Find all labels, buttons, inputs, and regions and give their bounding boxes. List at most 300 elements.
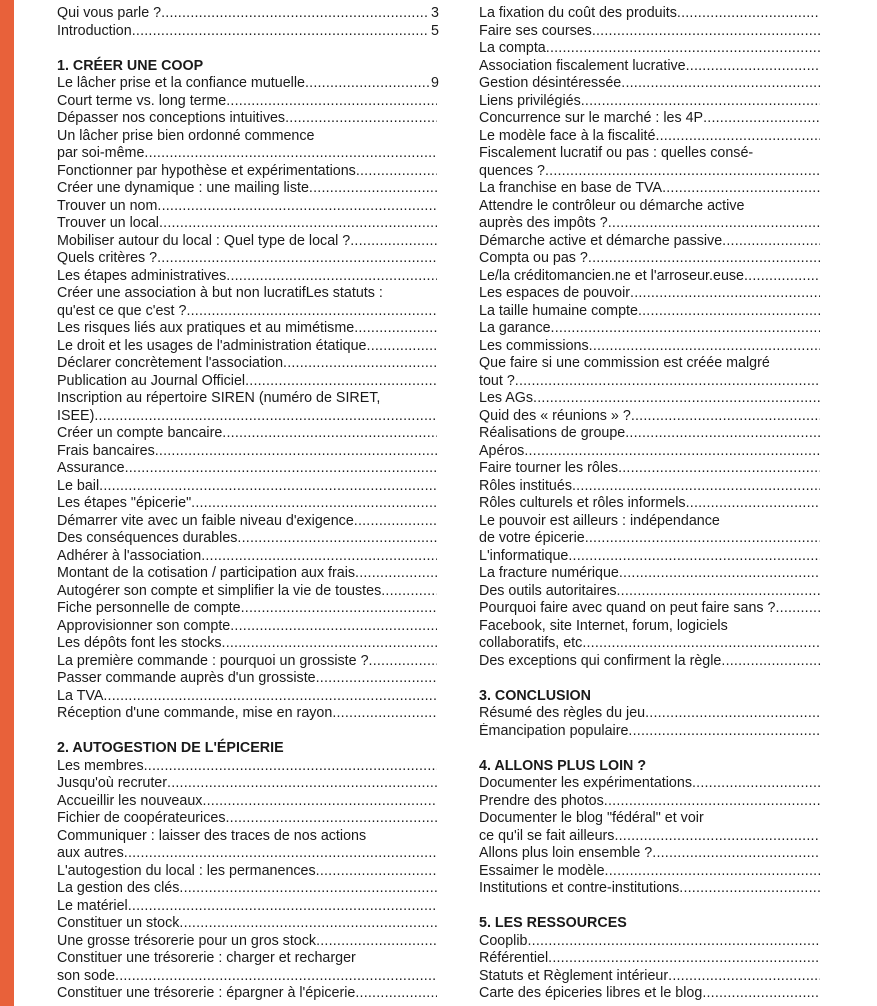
toc-entry [57,600,439,618]
toc-entry-title: Dépasser nos conceptions intuitives [57,110,286,126]
toc-entry-title: La taille humaine compte [479,302,638,319]
dot-leader [655,128,820,146]
toc-entry-title: Cooplib [479,932,528,949]
toc-entry-title: Fichier de coopérateurices [57,810,226,826]
dot-leader [355,985,437,1003]
toc-entry-title: Fiche personnelle de compte [57,600,241,616]
dot-leader [285,110,437,128]
dot-leader [572,478,820,496]
dot-leader [241,600,437,618]
accent-stripe [0,0,14,1006]
dot-leader [132,23,429,41]
toc-entry [479,338,822,356]
section-heading: 1. CRÉER UNE COOP [57,57,204,74]
toc-entry-title: Le pouvoir est ailleurs : indépendance [479,512,720,529]
dot-leader [186,303,437,321]
toc-entry-title: Apéros [479,442,525,459]
toc-entry-title: Court terme vs. long terme [57,92,227,109]
toc-entry-title: Créer un compte bancaire [57,425,223,441]
toc-entry [57,758,439,776]
dot-leader [668,968,820,986]
dot-leader [604,793,820,811]
toc-entry [479,863,822,881]
dot-leader [652,845,820,863]
toc-entry-title: Trouver un local [57,215,159,231]
toc-entry [57,233,439,251]
dot-leader [125,460,437,478]
dot-leader [381,583,437,601]
dot-leader [702,985,820,1003]
dot-leader [721,653,820,671]
dot-leader [581,93,820,111]
toc-entry [57,670,439,688]
toc-entry-title: Les risques liés aux pratiques et au mimétisme [57,320,355,336]
page-number: 9 [431,75,439,91]
toc-entry-title: Le droit et les usages de l'administration étatique [57,337,367,354]
toc-entry-title: ISEE) [57,407,95,424]
dot-leader [589,338,820,356]
dot-leader [582,635,820,653]
toc-entry-title: La franchise en base de TVA [479,180,663,196]
toc-entry [57,810,439,828]
toc-entry [57,880,439,898]
dot-leader [692,775,820,793]
toc-entry-title: Créer une association à but non lucratifLes statuts : [57,285,383,301]
dot-leader [645,705,820,723]
dot-leader [316,933,437,951]
toc-entry [57,215,439,233]
toc-entry-line [479,198,822,216]
dot-leader [157,198,437,216]
dot-leader [99,478,437,496]
toc-entry-title: Communiquer : laisser des traces de nos actions [57,827,367,844]
toc-entry [479,845,822,863]
toc-entry-title: L'autogestion du local : les permanences [57,862,316,879]
dot-leader [616,583,820,601]
dot-leader [103,688,437,706]
dot-leader [222,425,437,443]
section-spacer [57,40,439,58]
toc-entry [57,653,439,671]
dot-leader [546,40,820,58]
toc-entry-title: Constituer une trésorerie : charger et recharger [57,950,356,966]
section-spacer [479,670,822,688]
toc-entry [479,443,822,461]
dot-leader [128,898,437,916]
dot-leader [309,180,437,198]
toc-entry-title: La première commande : pourquoi un grossiste ? [57,652,369,669]
toc-entry [57,793,439,811]
dot-leader [354,513,437,531]
dot-leader [686,495,820,513]
toc-entry-title: Constituer un stock [57,915,180,931]
dot-leader [638,303,820,321]
dot-leader [369,653,437,671]
dot-leader [367,338,437,356]
dot-leader [225,810,437,828]
toc-entry-title: Que faire si une commission est créée malgré [479,355,770,371]
toc-entry [57,303,439,321]
dot-leader [316,670,437,688]
dot-leader [533,390,820,408]
toc-entry [57,495,439,513]
dot-leader [94,408,437,426]
toc-entry [479,5,822,23]
toc-entry [479,548,822,566]
dot-leader [124,845,437,863]
dot-leader [202,793,437,811]
toc-entry-title: Facebook, site Internet, forum, logiciels [479,617,728,634]
toc-entry [479,635,822,653]
dot-leader [548,950,820,968]
dot-leader [222,635,437,653]
dot-leader [191,495,437,513]
toc-entry-title: Jusqu'où recruter [57,775,168,791]
dot-leader [585,530,820,548]
toc-entry [57,898,439,916]
section-heading: 5. LES RESSOURCES [479,915,627,931]
toc-entry [479,530,822,548]
toc-entry [479,58,822,76]
toc-entry-title: Concurrence sur le marché : les 4P [479,110,704,126]
toc-entry [479,268,822,286]
toc-entry-title: La compta [479,40,546,56]
toc-entry-title: auprès des impôts ? [479,215,608,231]
toc-entry-title: Allons plus loin ensemble ? [479,845,653,861]
toc-entry [479,23,822,41]
toc-entry-title: Quels critères ? [57,250,158,266]
toc-entry-title: Liens privilégiés [479,92,581,109]
toc-entry [479,285,822,303]
dot-leader [679,880,820,898]
toc-entry-title: Démarche active et démarche passive [479,232,723,249]
toc-entry-title: Rôles institués [479,477,572,494]
toc-entry-title: Frais bancaires [57,442,155,459]
toc-entry-line [57,285,439,303]
toc-entry-line [479,355,822,373]
toc-entry-title: Le matériel [57,897,128,914]
toc-entry-title: Fiscalement lucratif ou pas : quelles consé- [479,145,754,161]
toc-entry-title: La gestion des clés [57,880,180,896]
toc-entry-title: de votre épicerie [479,530,585,546]
toc-entry-title: Attendre le contrôleur ou démarche active [479,197,745,214]
toc-entry [57,373,439,391]
toc-entry-title: son sode [57,967,116,984]
toc-entry-title: Rôles culturels et rôles informels [479,495,686,511]
section-spacer [479,898,822,916]
toc-entry-title: Qui vous parle ? [57,5,162,21]
toc-entry-title: ce qu'il se fait ailleurs [479,827,615,844]
toc-entry-title: Les espaces de pouvoir [479,285,631,301]
toc-entry [479,793,822,811]
dot-leader [631,408,820,426]
toc-entry-title: Constituer une trésorerie : épargner à l'épicerie [57,985,356,1001]
toc-entry-title: Faire ses courses [479,22,592,39]
toc-entry [479,180,822,198]
dot-leader [316,863,437,881]
dot-leader [524,443,820,461]
toc-entry [479,653,822,671]
toc-entry-line [57,950,439,968]
dot-leader [630,285,820,303]
page-number: 3 [431,5,439,21]
toc-left-column [57,5,439,1003]
toc-entry-line [57,128,439,146]
toc-entry [57,688,439,706]
toc-entry [479,75,822,93]
toc-entry [57,443,439,461]
toc-entry-line [479,513,822,531]
toc-entry-title: Passer commande auprès d'un grossiste [57,670,316,686]
toc-entry [57,75,439,93]
dot-leader [662,180,820,198]
dot-leader [354,320,437,338]
toc-entry-title: tout ? [479,372,515,389]
toc-entry-title: aux autres [57,845,124,861]
toc-entry [479,933,822,951]
toc-entry [479,705,822,723]
dot-leader [157,250,437,268]
toc-entry [57,23,439,41]
toc-entry-title: Des exceptions qui confirment la règle [479,652,722,669]
toc-entry [57,320,439,338]
section-heading: 3. CONCLUSION [479,687,592,704]
dot-leader [237,530,437,548]
toc-entry [479,163,822,181]
dot-leader [744,268,820,286]
page-number: 5 [431,22,439,39]
toc-entry [479,985,822,1003]
toc-entry-title: La fracture numérique [479,565,619,581]
toc-entry [479,723,822,741]
dot-leader [775,600,820,618]
toc-entry [57,513,439,531]
toc-entry-line [57,390,439,408]
toc-entry-line [479,810,822,828]
toc-entry-line [479,618,822,636]
dot-leader [608,215,820,233]
dot-leader [179,880,437,898]
dot-leader [167,775,437,793]
section-heading: 2. AUTOGESTION DE L'ÉPICERIE [57,740,284,756]
toc-entry-title: Assurance [57,460,125,476]
toc-entry-title: La garance [479,320,551,336]
toc-entry [479,478,822,496]
toc-entry [479,233,822,251]
dot-leader [545,163,820,181]
toc-entry-title: Fonctionner par hypothèse et expérimentations [57,162,356,179]
toc-entry-title: Autogérer son compte et simplifier la vie de toustes [57,582,382,599]
dot-leader [614,828,820,846]
toc-entry-title: Quid des « réunions » ? [479,407,631,424]
dot-leader [677,5,820,23]
toc-entry [57,163,439,181]
toc-entry [479,950,822,968]
toc-entry-title: Mobiliser autour du local : Quel type de local ? [57,232,351,249]
dot-leader [226,93,437,111]
toc-entry-title: Créer une dynamique : une mailing liste [57,180,309,196]
toc-entry [57,775,439,793]
toc-entry-title: Montant de la cotisation / participation aux frais [57,565,356,581]
toc-entry-title: Réalisations de groupe [479,425,626,441]
toc-entry-title: Documenter les expérimentations [479,775,692,791]
dot-leader [356,163,437,181]
toc-entry [57,618,439,636]
toc-entry-title: Trouver un nom [57,197,158,214]
toc-entry [57,985,439,1003]
dot-leader [568,548,820,566]
dot-leader [283,355,437,373]
toc-entry-title: Association fiscalement lucrative [479,57,686,74]
dot-leader [230,618,437,636]
toc-entry [57,460,439,478]
dot-leader [226,268,437,286]
toc-entry [479,373,822,391]
toc-entry [479,775,822,793]
toc-entry [479,40,822,58]
toc-entry-title: Faire tourner les rôles [479,460,619,476]
toc-entry [479,390,822,408]
toc-entry-title: par soi-même [57,145,145,161]
dot-leader [155,443,437,461]
toc-entry [57,863,439,881]
toc-entry-title: Les dépôts font les stocks [57,635,222,651]
dot-leader [144,758,437,776]
toc-entry-title: Démarrer vite avec un faible niveau d'exigence [57,512,354,529]
toc-entry-title: Statuts et Règlement intérieur [479,967,669,984]
toc-entry [57,933,439,951]
toc-entry-line [57,828,439,846]
dot-leader [161,5,429,23]
toc-entry [57,478,439,496]
toc-entry-title: Référentiel [479,950,549,966]
toc-entry [57,845,439,863]
toc-entry-title: Publication au Journal Officiel [57,372,246,389]
toc-entry [479,968,822,986]
toc-entry [57,93,439,111]
toc-entry-title: quences ? [479,162,545,179]
toc-entry [57,355,439,373]
toc-entry-title: Gestion désintéressée [479,75,622,91]
toc-entry-title: Les étapes "épicerie" [57,495,192,511]
dot-leader [515,373,820,391]
dot-leader [703,110,820,128]
toc-entry-title: Pourquoi faire avec quand on peut faire sans ? [479,600,776,616]
toc-entry-title: L'informatique [479,547,569,564]
toc-entry-title: Introduction [57,22,132,39]
dot-leader [245,373,437,391]
toc-entry [57,425,439,443]
toc-right-column [479,5,822,1003]
toc-entry-title: Adhérer à l'association [57,547,202,564]
toc-entry-title: Les AGs [479,390,534,406]
toc-entry [57,268,439,286]
toc-entry-title: Le lâcher prise et la confiance mutuelle [57,75,305,91]
dot-leader [551,320,820,338]
toc-entry [479,320,822,338]
toc-entry-title: Le modèle face à la fiscalité [479,127,656,144]
toc-entry [479,828,822,846]
dot-leader [618,460,820,478]
toc-entry [57,408,439,426]
toc-entry-title: Les membres [57,757,144,774]
dot-leader [179,915,437,933]
toc-entry-title: qu'est ce que c'est ? [57,302,187,319]
toc-entry [57,915,439,933]
toc-entry-title: Les commissions [479,337,589,354]
toc-entry-title: Accueillir les nouveaux [57,792,203,809]
dot-leader [527,933,820,951]
toc-entry-title: Déclarer concrètement l'association [57,355,284,371]
toc-entry-title: La TVA [57,687,104,704]
toc-entry [57,705,439,723]
toc-entry [57,635,439,653]
section-spacer [57,723,439,741]
toc-entry-title: Émancipation populaire [479,722,629,739]
toc-entry [479,408,822,426]
toc-entry [57,530,439,548]
toc-entry [57,968,439,986]
toc-entry-title: Inscription au répertoire SIREN (numéro de SIRET, [57,390,381,406]
toc-entry-title: Approvisionner son compte [57,617,231,634]
toc-entry-title: Réception d'une commande, mise en rayon [57,705,333,721]
dot-leader [605,863,820,881]
dot-leader [332,705,437,723]
toc-entry [479,495,822,513]
toc-entry-title: Documenter le blog "fédéral" et voir [479,810,704,826]
toc-entry [479,303,822,321]
dot-leader [350,233,437,251]
section-heading: 4. ALLONS PLUS LOIN ? [479,757,647,774]
toc-entry-title: collaboratifs, etc [479,635,583,651]
toc-entry-title: Des outils autoritaires [479,582,617,599]
dot-leader [628,723,820,741]
toc-entry [57,145,439,163]
toc-entry [479,250,822,268]
toc-entry [479,215,822,233]
dot-leader [144,145,437,163]
toc-entry [479,565,822,583]
toc-entry [479,93,822,111]
toc-entry-title: Le/la créditomancien.ne et l'arroseur.euse [479,267,744,284]
dot-leader [159,215,437,233]
dot-leader [722,233,820,251]
toc-entry [57,110,439,128]
dot-leader [201,548,437,566]
toc-entry-title: Un lâcher prise bien ordonné commence [57,127,315,144]
toc-entry [57,583,439,601]
toc-entry-title: La fixation du coût des produits [479,5,677,21]
toc-entry [57,338,439,356]
dot-leader [305,75,429,93]
toc-entry [57,250,439,268]
dot-leader [588,250,820,268]
toc-entry [57,565,439,583]
toc-entry [57,198,439,216]
dot-leader [625,425,820,443]
toc-entry [479,583,822,601]
toc-entry-line [479,145,822,163]
toc-entry-title: Résumé des règles du jeu [479,705,646,721]
toc-entry [479,425,822,443]
dot-leader [355,565,437,583]
toc-entry [479,600,822,618]
toc-entry-title: Le bail [57,477,100,494]
toc-entry [57,5,439,23]
dot-leader [115,968,437,986]
toc-entry-title: Carte des épiceries libres et le blog [479,985,703,1001]
dot-leader [686,58,820,76]
